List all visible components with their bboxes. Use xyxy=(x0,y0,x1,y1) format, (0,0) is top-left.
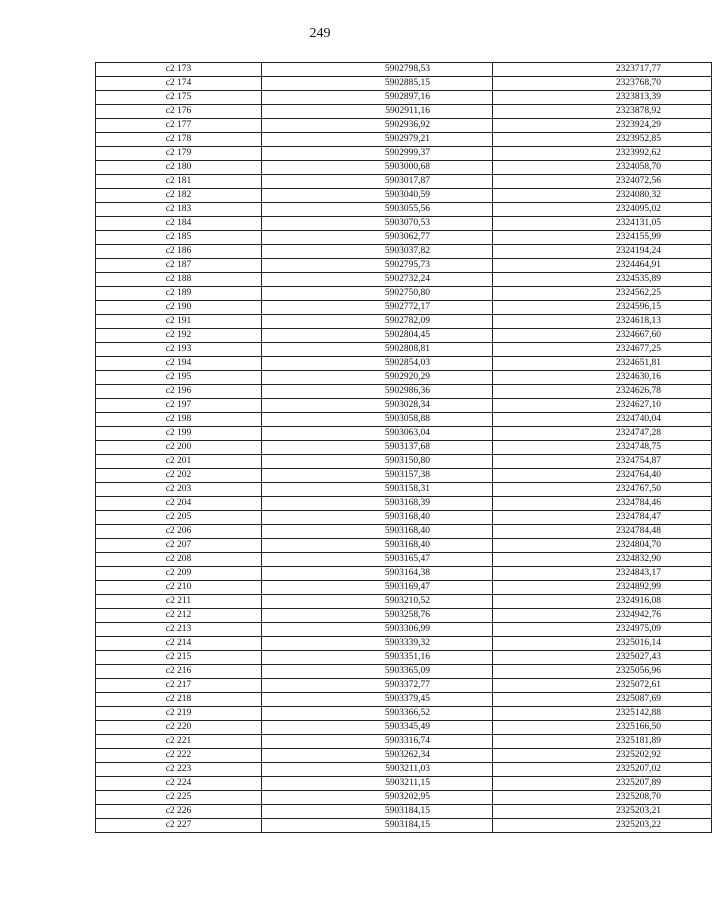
y-coordinate-cell: 2324194,24 xyxy=(493,245,712,259)
y-coordinate-cell: 2323813,39 xyxy=(493,91,712,105)
point-name-cell: с2 194 xyxy=(96,357,262,371)
x-coordinate-cell: 5903345,49 xyxy=(262,721,493,735)
x-coordinate-cell: 5903168,39 xyxy=(262,497,493,511)
table-row xyxy=(96,161,712,175)
y-coordinate-cell: 2323924,29 xyxy=(493,119,712,133)
y-coordinate-cell: 2323717,77 xyxy=(493,63,712,77)
point-name-cell: с2 188 xyxy=(96,273,262,287)
y-coordinate-cell: 2324651,81 xyxy=(493,357,712,371)
y-coordinate-cell: 2324131,05 xyxy=(493,217,712,231)
table-row xyxy=(96,791,712,805)
table-row xyxy=(96,651,712,665)
table-row xyxy=(96,581,712,595)
table-row xyxy=(96,441,712,455)
table-row xyxy=(96,623,712,637)
x-coordinate-cell: 5903000,68 xyxy=(262,161,493,175)
point-name-cell: с2 191 xyxy=(96,315,262,329)
point-name-cell: с2 203 xyxy=(96,483,262,497)
table-row xyxy=(96,385,712,399)
y-coordinate-cell: 2324072,56 xyxy=(493,175,712,189)
point-name-cell: с2 186 xyxy=(96,245,262,259)
y-coordinate-cell: 2324942,76 xyxy=(493,609,712,623)
y-coordinate-cell: 2324754,87 xyxy=(493,455,712,469)
point-name-cell: с2 218 xyxy=(96,693,262,707)
table-row xyxy=(96,819,712,833)
point-name-cell: с2 217 xyxy=(96,679,262,693)
y-coordinate-cell: 2324677,25 xyxy=(493,343,712,357)
table-row xyxy=(96,273,712,287)
x-coordinate-cell: 5903165,47 xyxy=(262,553,493,567)
table-row xyxy=(96,665,712,679)
y-coordinate-cell: 2324058,70 xyxy=(493,161,712,175)
y-coordinate-cell: 2324155,99 xyxy=(493,231,712,245)
table-row xyxy=(96,763,712,777)
point-name-cell: с2 173 xyxy=(96,63,262,77)
point-name-cell: с2 179 xyxy=(96,147,262,161)
x-coordinate-cell: 5902986,36 xyxy=(262,385,493,399)
point-name-cell: с2 192 xyxy=(96,329,262,343)
table-row xyxy=(96,77,712,91)
table-row xyxy=(96,329,712,343)
y-coordinate-cell: 2324464,91 xyxy=(493,259,712,273)
point-name-cell: с2 207 xyxy=(96,539,262,553)
point-name-cell: с2 223 xyxy=(96,763,262,777)
table-row xyxy=(96,343,712,357)
point-name-cell: с2 211 xyxy=(96,595,262,609)
y-coordinate-cell: 2324618,13 xyxy=(493,315,712,329)
x-coordinate-cell: 5903211,03 xyxy=(262,763,493,777)
point-name-cell: с2 214 xyxy=(96,637,262,651)
x-coordinate-cell: 5903211,15 xyxy=(262,777,493,791)
x-coordinate-cell: 5903037,82 xyxy=(262,245,493,259)
point-name-cell: с2 210 xyxy=(96,581,262,595)
table-row xyxy=(96,105,712,119)
x-coordinate-cell: 5902772,17 xyxy=(262,301,493,315)
y-coordinate-cell: 2325027,43 xyxy=(493,651,712,665)
point-name-cell: с2 209 xyxy=(96,567,262,581)
x-coordinate-cell: 5902979,21 xyxy=(262,133,493,147)
point-name-cell: с2 187 xyxy=(96,259,262,273)
table-row xyxy=(96,777,712,791)
x-coordinate-cell: 5903372,77 xyxy=(262,679,493,693)
x-coordinate-cell: 5902782,09 xyxy=(262,315,493,329)
table-row xyxy=(96,595,712,609)
x-coordinate-cell: 5902808,81 xyxy=(262,343,493,357)
y-coordinate-cell: 2324767,50 xyxy=(493,483,712,497)
y-coordinate-cell: 2324740,04 xyxy=(493,413,712,427)
x-coordinate-cell: 5903184,15 xyxy=(262,819,493,833)
table-row xyxy=(96,735,712,749)
y-coordinate-cell: 2325203,22 xyxy=(493,819,712,833)
x-coordinate-cell: 5903137,68 xyxy=(262,441,493,455)
point-name-cell: с2 184 xyxy=(96,217,262,231)
y-coordinate-cell: 2325208,70 xyxy=(493,791,712,805)
point-name-cell: с2 226 xyxy=(96,805,262,819)
table-row xyxy=(96,175,712,189)
table-row xyxy=(96,133,712,147)
table-row xyxy=(96,679,712,693)
x-coordinate-cell: 5902885,15 xyxy=(262,77,493,91)
y-coordinate-cell: 2324784,48 xyxy=(493,525,712,539)
point-name-cell: с2 206 xyxy=(96,525,262,539)
point-name-cell: с2 224 xyxy=(96,777,262,791)
y-coordinate-cell: 2324784,47 xyxy=(493,511,712,525)
x-coordinate-cell: 5902911,16 xyxy=(262,105,493,119)
x-coordinate-cell: 5903157,38 xyxy=(262,469,493,483)
y-coordinate-cell: 2324747,28 xyxy=(493,427,712,441)
y-coordinate-cell: 2323992,62 xyxy=(493,147,712,161)
point-name-cell: с2 175 xyxy=(96,91,262,105)
point-name-cell: с2 208 xyxy=(96,553,262,567)
x-coordinate-cell: 5903164,38 xyxy=(262,567,493,581)
table-row xyxy=(96,469,712,483)
x-coordinate-cell: 5902732,24 xyxy=(262,273,493,287)
table-row xyxy=(96,203,712,217)
point-name-cell: с2 202 xyxy=(96,469,262,483)
y-coordinate-cell: 2325087,69 xyxy=(493,693,712,707)
table-row xyxy=(96,749,712,763)
point-name-cell: с2 225 xyxy=(96,791,262,805)
point-name-cell: с2 185 xyxy=(96,231,262,245)
x-coordinate-cell: 5903168,40 xyxy=(262,525,493,539)
x-coordinate-cell: 5902999,37 xyxy=(262,147,493,161)
x-coordinate-cell: 5902804,45 xyxy=(262,329,493,343)
point-name-cell: с2 222 xyxy=(96,749,262,763)
y-coordinate-cell: 2324630,16 xyxy=(493,371,712,385)
y-coordinate-cell: 2324627,10 xyxy=(493,399,712,413)
x-coordinate-cell: 5903062,77 xyxy=(262,231,493,245)
y-coordinate-cell: 2325181,89 xyxy=(493,735,712,749)
table-row xyxy=(96,189,712,203)
y-coordinate-cell: 2325202,92 xyxy=(493,749,712,763)
table-row xyxy=(96,63,712,77)
coordinates-table xyxy=(95,62,712,833)
y-coordinate-cell: 2324764,40 xyxy=(493,469,712,483)
y-coordinate-cell: 2324562,25 xyxy=(493,287,712,301)
x-coordinate-cell: 5902897,16 xyxy=(262,91,493,105)
x-coordinate-cell: 5903184,15 xyxy=(262,805,493,819)
y-coordinate-cell: 2324095,02 xyxy=(493,203,712,217)
point-name-cell: с2 189 xyxy=(96,287,262,301)
point-name-cell: с2 213 xyxy=(96,623,262,637)
table-row xyxy=(96,539,712,553)
y-coordinate-cell: 2324748,75 xyxy=(493,441,712,455)
y-coordinate-cell: 2325142,88 xyxy=(493,707,712,721)
y-coordinate-cell: 2324667,60 xyxy=(493,329,712,343)
x-coordinate-cell: 5903210,52 xyxy=(262,595,493,609)
point-name-cell: с2 212 xyxy=(96,609,262,623)
point-name-cell: с2 176 xyxy=(96,105,262,119)
x-coordinate-cell: 5903316,74 xyxy=(262,735,493,749)
table-row xyxy=(96,371,712,385)
table-row xyxy=(96,455,712,469)
y-coordinate-cell: 2325207,89 xyxy=(493,777,712,791)
table-row xyxy=(96,231,712,245)
y-coordinate-cell: 2325207,02 xyxy=(493,763,712,777)
y-coordinate-cell: 2324916,08 xyxy=(493,595,712,609)
x-coordinate-cell: 5902936,92 xyxy=(262,119,493,133)
table-row xyxy=(96,91,712,105)
x-coordinate-cell: 5902798,53 xyxy=(262,63,493,77)
x-coordinate-cell: 5902795,73 xyxy=(262,259,493,273)
table-row xyxy=(96,721,712,735)
point-name-cell: с2 182 xyxy=(96,189,262,203)
table-row xyxy=(96,259,712,273)
point-name-cell: с2 221 xyxy=(96,735,262,749)
table-row xyxy=(96,553,712,567)
table-row xyxy=(96,315,712,329)
point-name-cell: с2 177 xyxy=(96,119,262,133)
table-row xyxy=(96,805,712,819)
point-name-cell: с2 181 xyxy=(96,175,262,189)
x-coordinate-cell: 5903040,59 xyxy=(262,189,493,203)
table-row xyxy=(96,301,712,315)
y-coordinate-cell: 2323952,85 xyxy=(493,133,712,147)
point-name-cell: с2 195 xyxy=(96,371,262,385)
table-row xyxy=(96,357,712,371)
x-coordinate-cell: 5903169,47 xyxy=(262,581,493,595)
point-name-cell: с2 198 xyxy=(96,413,262,427)
x-coordinate-cell: 5903351,16 xyxy=(262,651,493,665)
y-coordinate-cell: 2325203,21 xyxy=(493,805,712,819)
table-row xyxy=(96,287,712,301)
x-coordinate-cell: 5903028,34 xyxy=(262,399,493,413)
x-coordinate-cell: 5903365,09 xyxy=(262,665,493,679)
point-name-cell: с2 200 xyxy=(96,441,262,455)
table-row xyxy=(96,413,712,427)
x-coordinate-cell: 5902854,03 xyxy=(262,357,493,371)
point-name-cell: с2 201 xyxy=(96,455,262,469)
point-name-cell: с2 193 xyxy=(96,343,262,357)
point-name-cell: с2 178 xyxy=(96,133,262,147)
y-coordinate-cell: 2325166,50 xyxy=(493,721,712,735)
point-name-cell: с2 199 xyxy=(96,427,262,441)
coordinates-table-body xyxy=(96,63,712,833)
point-name-cell: с2 215 xyxy=(96,651,262,665)
point-name-cell: с2 216 xyxy=(96,665,262,679)
x-coordinate-cell: 5903379,45 xyxy=(262,693,493,707)
y-coordinate-cell: 2324892,99 xyxy=(493,581,712,595)
x-coordinate-cell: 5903158,31 xyxy=(262,483,493,497)
table-row xyxy=(96,427,712,441)
y-coordinate-cell: 2325056,96 xyxy=(493,665,712,679)
page-number: 249 xyxy=(309,26,331,41)
table-row xyxy=(96,609,712,623)
x-coordinate-cell: 5902750,80 xyxy=(262,287,493,301)
table-row xyxy=(96,399,712,413)
point-name-cell: с2 180 xyxy=(96,161,262,175)
point-name-cell: с2 174 xyxy=(96,77,262,91)
x-coordinate-cell: 5903055,56 xyxy=(262,203,493,217)
point-name-cell: с2 196 xyxy=(96,385,262,399)
table-row xyxy=(96,483,712,497)
x-coordinate-cell: 5903306,99 xyxy=(262,623,493,637)
y-coordinate-cell: 2324784,46 xyxy=(493,497,712,511)
y-coordinate-cell: 2324535,89 xyxy=(493,273,712,287)
x-coordinate-cell: 5903168,40 xyxy=(262,539,493,553)
table-row xyxy=(96,511,712,525)
y-coordinate-cell: 2324843,17 xyxy=(493,567,712,581)
x-coordinate-cell: 5903366,52 xyxy=(262,707,493,721)
y-coordinate-cell: 2325072,61 xyxy=(493,679,712,693)
point-name-cell: с2 197 xyxy=(96,399,262,413)
x-coordinate-cell: 5903168,40 xyxy=(262,511,493,525)
point-name-cell: с2 190 xyxy=(96,301,262,315)
y-coordinate-cell: 2323878,92 xyxy=(493,105,712,119)
y-coordinate-cell: 2325016,14 xyxy=(493,637,712,651)
x-coordinate-cell: 5903058,88 xyxy=(262,413,493,427)
y-coordinate-cell: 2324975,09 xyxy=(493,623,712,637)
x-coordinate-cell: 5903070,53 xyxy=(262,217,493,231)
table-row xyxy=(96,707,712,721)
point-name-cell: с2 205 xyxy=(96,511,262,525)
table-row xyxy=(96,637,712,651)
point-name-cell: с2 220 xyxy=(96,721,262,735)
y-coordinate-cell: 2323768,70 xyxy=(493,77,712,91)
table-row xyxy=(96,245,712,259)
y-coordinate-cell: 2324832,90 xyxy=(493,553,712,567)
x-coordinate-cell: 5903017,87 xyxy=(262,175,493,189)
table-row xyxy=(96,567,712,581)
table-row xyxy=(96,525,712,539)
table-row xyxy=(96,119,712,133)
table-row xyxy=(96,693,712,707)
table-row xyxy=(96,147,712,161)
x-coordinate-cell: 5903258,76 xyxy=(262,609,493,623)
y-coordinate-cell: 2324804,70 xyxy=(493,539,712,553)
x-coordinate-cell: 5902920,29 xyxy=(262,371,493,385)
point-name-cell: с2 204 xyxy=(96,497,262,511)
point-name-cell: с2 227 xyxy=(96,819,262,833)
point-name-cell: с2 219 xyxy=(96,707,262,721)
y-coordinate-cell: 2324080,32 xyxy=(493,189,712,203)
x-coordinate-cell: 5903202,95 xyxy=(262,791,493,805)
y-coordinate-cell: 2324626,78 xyxy=(493,385,712,399)
x-coordinate-cell: 5903063,04 xyxy=(262,427,493,441)
point-name-cell: с2 183 xyxy=(96,203,262,217)
table-row xyxy=(96,497,712,511)
x-coordinate-cell: 5903150,80 xyxy=(262,455,493,469)
x-coordinate-cell: 5903262,34 xyxy=(262,749,493,763)
table-row xyxy=(96,217,712,231)
y-coordinate-cell: 2324596,15 xyxy=(493,301,712,315)
x-coordinate-cell: 5903339,32 xyxy=(262,637,493,651)
